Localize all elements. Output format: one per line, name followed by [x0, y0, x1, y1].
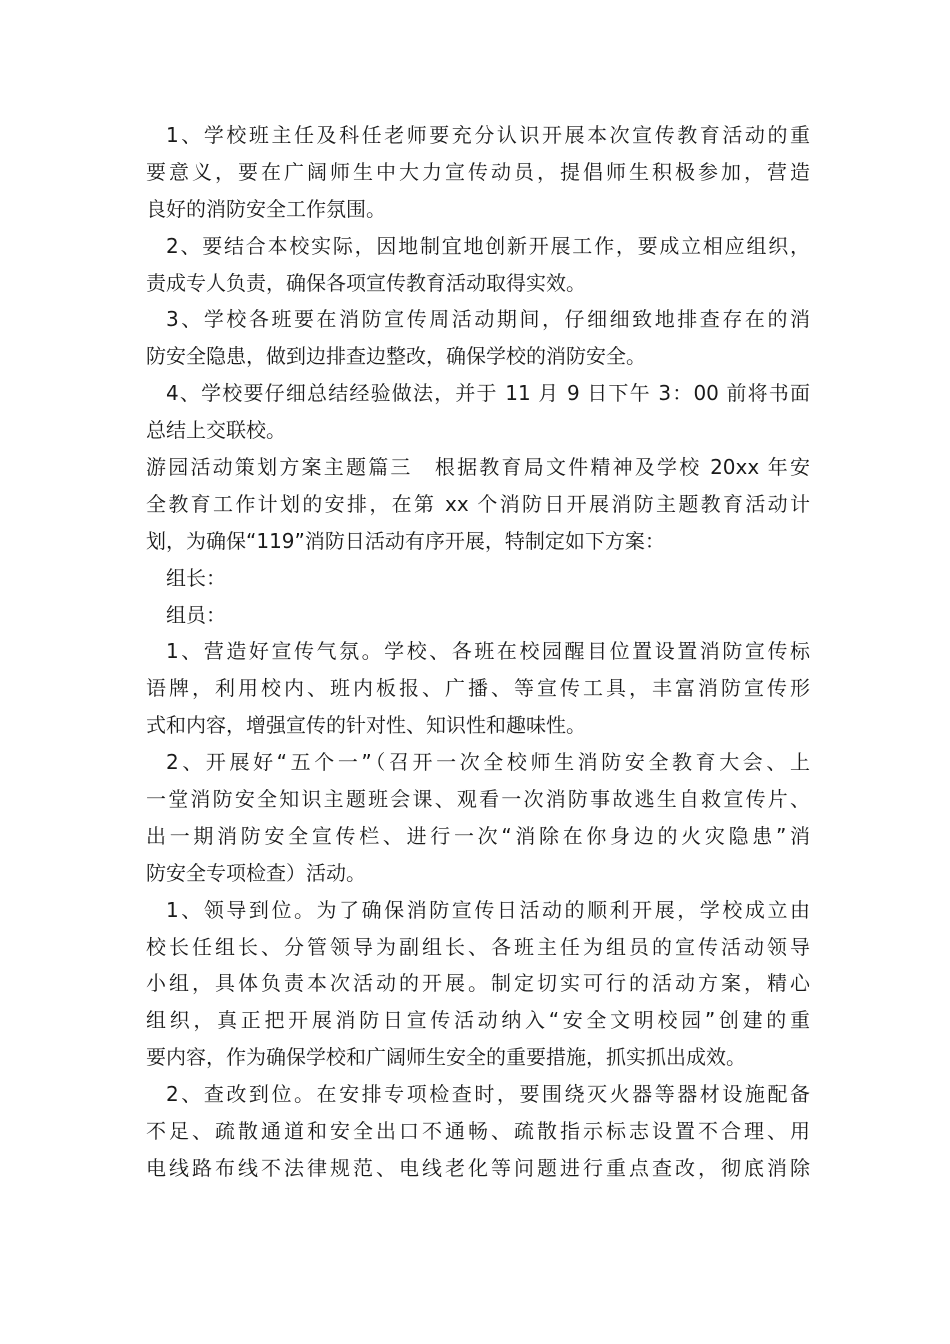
text-line: 一堂消防安全知识主题班会课、观看一次消防事故逃生自救宣传片、	[146, 787, 810, 812]
text-line: 1、营造好宣传气氛。学校、各班在校园醒目位置设置消防宣传标	[166, 639, 810, 664]
text-line: 校长任组长、分管领导为副组长、各班主任为组员的宣传活动领导	[146, 934, 810, 959]
text-line: 1、学校班主任及科任老师要充分认识开展本次宣传教育活动的重	[166, 123, 810, 147]
text-line: 语牌，利用校内、班内板报、广播、等宣传工具，丰富消防宣传形	[146, 676, 810, 701]
text-line: 出一期消防安全宣传栏、进行一次“消除在你身边的火灾隐患”消	[146, 823, 810, 848]
text-line: 3、学校各班要在消防宣传周活动期间，仔细细致地排查存在的消	[166, 307, 810, 332]
text-line: 组长：	[166, 565, 226, 590]
text-line: 划，为确保“119”消防日活动有序开展，特制定如下方案：	[146, 528, 665, 553]
text-line: 不足、疏散通道和安全出口不通畅、疏散指示标志设置不合理、用	[146, 1119, 810, 1144]
text-line: 1、领导到位。为了确保消防宣传日活动的顺利开展，学校成立由	[166, 897, 810, 922]
text-line: 式和内容，增强宣传的针对性、知识性和趣味性。	[146, 713, 586, 738]
text-line: 总结上交联校。	[146, 418, 286, 443]
text-line: 2、要结合本校实际，因地制宜地创新开展工作，要成立相应组织，	[166, 233, 810, 258]
text-line: 要意义，要在广阔师生中大力宣传动员，提倡师生积极参加，营造	[146, 159, 810, 184]
text-line: 组织，真正把开展消防日宣传活动纳入“安全文明校园”创建的重	[146, 1008, 810, 1033]
text-line: 防安全专项检查）活动。	[146, 860, 366, 885]
text-line: 电线路布线不法律规范、电线老化等问题进行重点查改，彻底消除	[146, 1155, 810, 1180]
text-line: 4、学校要仔细总结经验做法，并于 11 月 9 日下午 3：00 前将书面	[166, 381, 810, 406]
document-body	[146, 117, 810, 1187]
text-line: 全教育工作计划的安排，在第 xx 个消防日开展消防主题教育活动计	[146, 491, 810, 516]
text-line: 要内容，作为确保学校和广阔师生安全的重要措施，抓实抓出成效。	[146, 1045, 746, 1070]
text-line: 游园活动策划方案主题篇三 根据教育局文件精神及学校 20xx 年安	[146, 455, 810, 480]
text-line: 责成专人负责，确保各项宣传教育活动取得实效。	[146, 270, 586, 295]
text-line: 防安全隐患，做到边排查边整改，确保学校的消防安全。	[146, 344, 646, 369]
text-line: 2、开展好“五个一”（召开一次全校师生消防安全教育大会、上	[166, 750, 810, 775]
text-line: 小组，具体负责本次活动的开展。制定切实可行的活动方案，精心	[146, 971, 810, 996]
text-line: 良好的消防安全工作氛围。	[146, 196, 386, 221]
text-line: 组员：	[166, 602, 226, 627]
text-line: 2、查改到位。在安排专项检查时，要围绕灭火器等器材设施配备	[166, 1082, 810, 1107]
